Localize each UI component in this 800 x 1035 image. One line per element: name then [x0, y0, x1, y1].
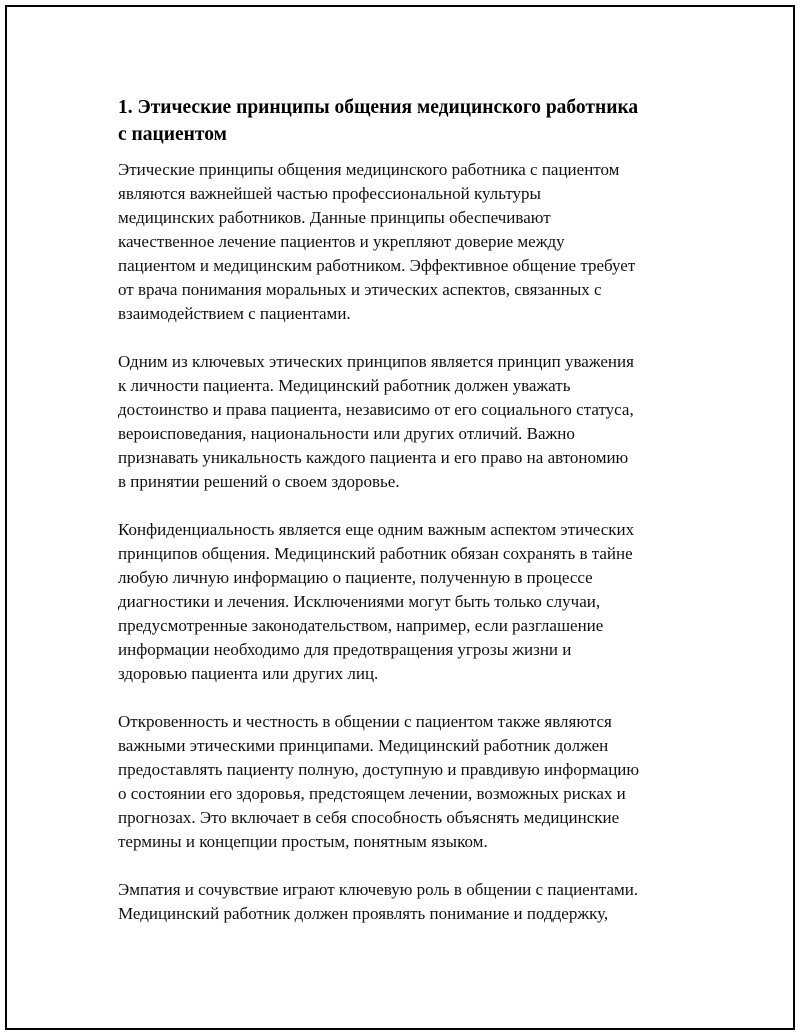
paragraph-1: Этические принципы общения медицинского работника с пациентом являются важнейшей частью профессиональной культуры медицинских работников. Данные принципы обеспечивают качественное лечение пациентов и укрепляют доверие между пациентом и медицинским работником. Эффективное общение требует от врача понимания моральных и этических аспектов, связанных с взаимодействием с пациентами.: [118, 160, 636, 323]
paragraph-3: Конфиденциальность является еще одним важным аспектом этических принципов общения. Медицинский работник обязан сохранять в тайне любую личную информацию о пациенте, полученную в процессе диагностики и лечения. Исключениями могут быть только случаи, предусмотренные законодательством, например, если разглашение информации необходимо для предотвращения угрозы жизни и здоровью пациента или других лиц.: [118, 520, 635, 683]
document-body: [118, 94, 693, 950]
section-heading: 1. Этические принципы общения медицинского работника с пациентом: [118, 97, 639, 145]
paragraph-4: Откровенность и честность в общении с пациентом также являются важными этическими принципами. Медицинский работник должен предоставлять пациенту полную, доступную и правдивую информацию о состоянии его здоровья, предстоящем лечении, возможных рисках и прогнозах. Это включает в себя способность объяснять медицинские термины и концепции простым, понятным языком.: [118, 712, 640, 851]
paragraph-5: Эмпатия и сочувствие играют ключевую роль в общении с пациентами. Медицинский работник должен проявлять понимание и поддержку,: [118, 880, 639, 923]
paragraph-2: Одним из ключевых этических принципов является принцип уважения к личности пациента. Медицинский работник должен уважать достоинство и права пациента, независимо от его социального статуса, вероисповедания, национальности или других отличий. Важно признавать уникальность каждого пациента и его право на автономию в принятии решений о своем здоровье.: [118, 352, 634, 491]
